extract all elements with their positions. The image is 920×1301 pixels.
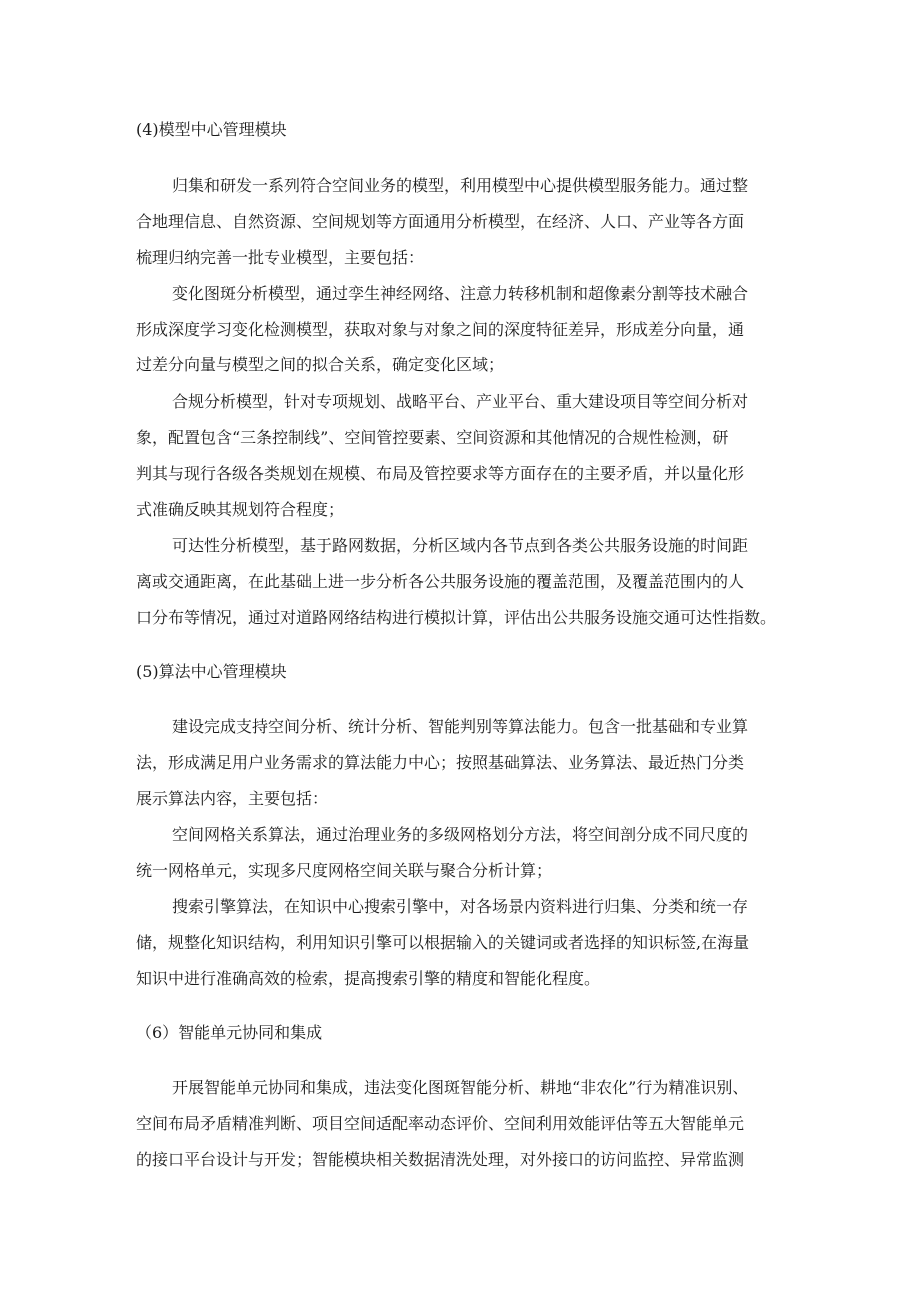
- paragraph-line: 象，配置包含“三条控制线”、空间管控要素、空间资源和其他情况的合规性检测，研: [136, 428, 729, 447]
- paragraph-line: 搜索引擎算法，在知识中心搜索引擎中，对各场景内资料进行归集、分类和统一存: [172, 897, 749, 916]
- paragraph-line: 空间布局矛盾精准判断、项目空间适配率动态评价、空间利用效能评估等五大智能单元: [136, 1114, 745, 1133]
- paragraph-line: 形成深度学习变化检测模型，获取对象与对象之间的深度特征差异，形成差分向量，通: [136, 320, 745, 339]
- paragraph-line: 的接口平台设计与开发；智能模块相关数据清洗处理，对外接口的访问监控、异常监测: [136, 1150, 745, 1169]
- paragraph-line: 变化图斑分析模型，通过孪生神经网络、注意力转移机制和超像素分割等技术融合: [172, 284, 749, 303]
- paragraph-line: 过差分向量与模型之间的拟合关系，确定变化区域；: [136, 355, 505, 374]
- paragraph-line: 开展智能单元协同和集成，违法变化图斑智能分析、耕地“非农化”行为精准识别、: [172, 1078, 749, 1097]
- paragraph-line: 知识中进行准确高效的检索，提高搜索引擎的精度和智能化程度。: [136, 969, 601, 988]
- section-4-heading: (4)模型中心管理模块: [136, 120, 287, 139]
- paragraph-line: 合地理信息、自然资源、空间规划等方面通用分析模型，在经济、人口、产业等各方面: [136, 212, 745, 231]
- section-5-heading: (5)算法中心管理模块: [136, 662, 287, 681]
- paragraph-line: 储，规整化知识结构，利用知识引擎可以根据输入的关键词或者选择的知识标签,在海量: [136, 933, 750, 952]
- paragraph-line: 离或交通距离，在此基础上进一步分析各公共服务设施的覆盖范围，及覆盖范围内的人: [136, 572, 745, 591]
- section-6-heading: （6）智能单元协同和集成: [136, 1023, 323, 1042]
- paragraph-line: 空间网格关系算法，通过治理业务的多级网格划分方法，将空间剖分成不同尺度的: [172, 825, 749, 844]
- paragraph-line: 展示算法内容，主要包括：: [136, 789, 329, 808]
- paragraph-line: 合规分析模型，针对专项规划、战略平台、产业平台、重大建设项目等空间分析对: [172, 392, 749, 411]
- paragraph-line: 口分布等情况，通过对道路网络结构进行模拟计算，评估出公共服务设施交通可达性指数。: [136, 608, 777, 627]
- paragraph-line: 式准确反映其规划符合程度；: [136, 500, 345, 519]
- paragraph-line: 判其与现行各级各类规划在规模、布局及管控要求等方面存在的主要矛盾，并以量化形: [136, 464, 745, 483]
- paragraph-line: 梳理归纳完善一批专业模型，主要包括：: [136, 248, 425, 267]
- paragraph-line: 建设完成支持空间分析、统计分析、智能判别等算法能力。包含一批基础和专业算: [172, 717, 749, 736]
- paragraph-line: 可达性分析模型，基于路网数据，分析区域内各节点到各类公共服务设施的时间距: [172, 536, 749, 555]
- paragraph-line: 法，形成满足用户业务需求的算法能力中心；按照基础算法、业务算法、最近热门分类: [136, 753, 745, 772]
- paragraph-line: 统一网格单元，实现多尺度网格空间关联与聚合分析计算；: [136, 861, 553, 880]
- paragraph-line: 归集和研发一系列符合空间业务的模型，利用模型中心提供模型服务能力。通过整: [172, 176, 749, 195]
